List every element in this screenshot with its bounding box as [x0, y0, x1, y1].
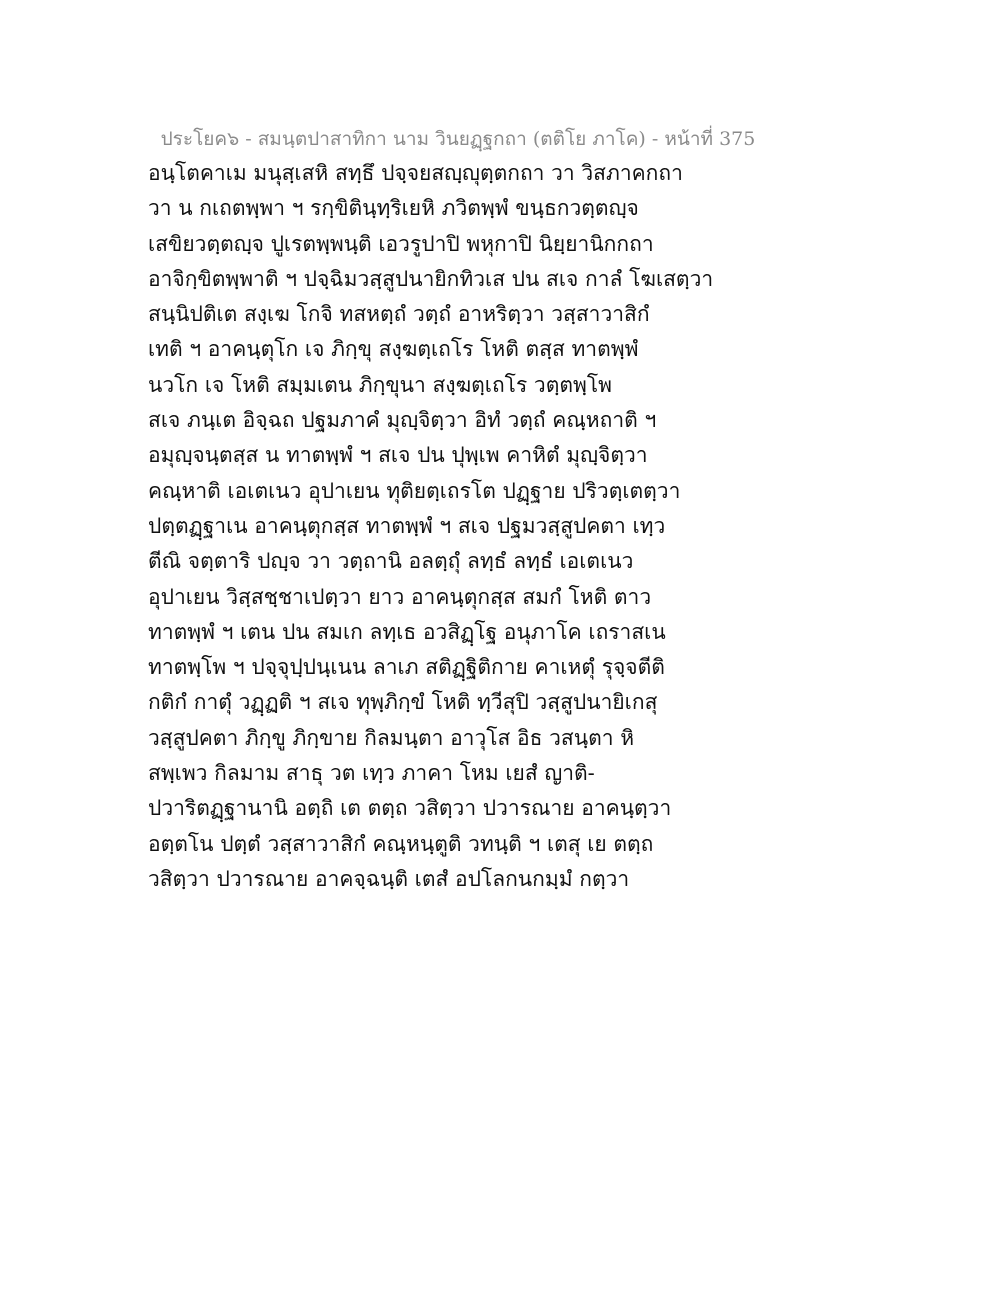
text-line: ทาตพฺโพ ฯ ปจฺจุปฺปนฺเนน ลาเภ สติฏฺฐิติกาย คาเหตุํ รุจฺจตีติ [148, 655, 665, 680]
text-line: ปตฺตฏฺฐาเน อาคนฺตุกสฺส ทาตพฺพํ ฯ สเจ ปฐมวสฺสูปคตา เทฺว [148, 513, 666, 538]
text-line: สนฺนิปติเต สงฺเฆ โกจิ ทสหตฺถํ วตฺถํ อาหริตฺวา วสฺสาวาสิกํ [148, 302, 650, 327]
text-line: วา น กเถตพฺพา ฯ รกฺขิตินฺทฺริเยหิ ภวิตพฺพํ ขนฺธกวตฺตญฺจ [148, 196, 639, 221]
text-line: สเจ ภนฺเต อิจฺฉถ ปฐมภาคํ มุญฺจิตฺวา อิทํ วตฺถํ คณฺหถาติ ฯ [148, 408, 657, 433]
running-header: ประโยค๖ - สมนฺตปาสาทิกา นาม วินยฏฺฐกถา (ตติโย ภาโค) - หน้าที่ 375 [160, 128, 756, 150]
text-line: อาจิกฺขิตพฺพาติ ฯ ปจฺฉิมวสฺสูปนายิกทิวเส ปน สเจ กาลํ โฆเสตฺวา [148, 266, 714, 291]
text-line: นวโก เจ โหติ สมฺมเตน ภิกฺขุนา สงฺฆตฺเถโร วตฺตพฺโพ [148, 372, 612, 397]
body-text [148, 156, 714, 897]
text-line: สพฺเพว กิลมาม สาธุ วต เทฺว ภาคา โหม เยสํ ญาติ- [148, 761, 595, 786]
text-line: อมุญฺจนฺตสฺส น ทาตพฺพํ ฯ สเจ ปน ปุพฺเพ คาหิตํ มุญฺจิตฺวา [148, 443, 648, 468]
text-line: วสฺสูปคตา ภิกฺขู ภิกฺขาย กิลมนฺตา อาวุโส อิธ วสนฺตา หิ [148, 725, 635, 750]
text-line: เสขิยวตฺตญฺจ ปูเรตพฺพนฺติ เอวรูปาปิ พหุกาปิ นิยฺยานิกกถา [148, 231, 654, 256]
text-line: คณฺหาติ เอเตเนว อุปาเยน ทุติยตฺเถรโต ปฏฺฐาย ปริวตฺเตตฺวา [148, 478, 681, 503]
text-line: อตฺตโน ปตฺตํ วสฺสาวาสิกํ คณฺหนฺตูติ วทนฺติ ฯ เตสุ เย ตตฺถ [148, 831, 654, 856]
text-line: อนฺโตคาเม มนุสฺเสหิ สทฺธึ ปจฺจยสญฺญุตฺตกถา วา วิสภาคกถา [148, 161, 683, 185]
text-line: ตีณิ จตฺตาริ ปญฺจ วา วตฺถานิ อลตฺถุํ ลทฺธํ ลทฺธํ เอเตเนว [148, 549, 634, 574]
text-line: อุปาเยน วิสฺสชฺชาเปตฺวา ยาว อาคนฺตุกสฺส สมกํ โหติ ตาว [148, 584, 652, 609]
text-line: เทติ ฯ อาคนฺตุโก เจ ภิกฺขุ สงฺฆตฺเถโร โหติ ตสฺส ทาตพฺพํ [148, 337, 639, 362]
text-line: วสิตฺวา ปวารณาย อาคจฺฉนฺติ เตสํ อปโลกนกมฺมํ กตฺวา [148, 866, 630, 891]
text-line: ปวาริตฏฺฐานานิ อตฺถิ เต ตตฺถ วสิตฺวา ปวารณาย อาคนฺตฺวา [148, 796, 672, 821]
text-line: ทาตพฺพํ ฯ เตน ปน สมเก ลทฺเธ อวสิฏฺโฐ อนุภาโค เถราสเน [148, 619, 666, 644]
text-line: กติกํ กาตุํ วฏฺฏติ ฯ สเจ ทุพฺภิกฺขํ โหติ ทฺวีสุปิ วสฺสูปนายิเกสุ [148, 690, 658, 715]
